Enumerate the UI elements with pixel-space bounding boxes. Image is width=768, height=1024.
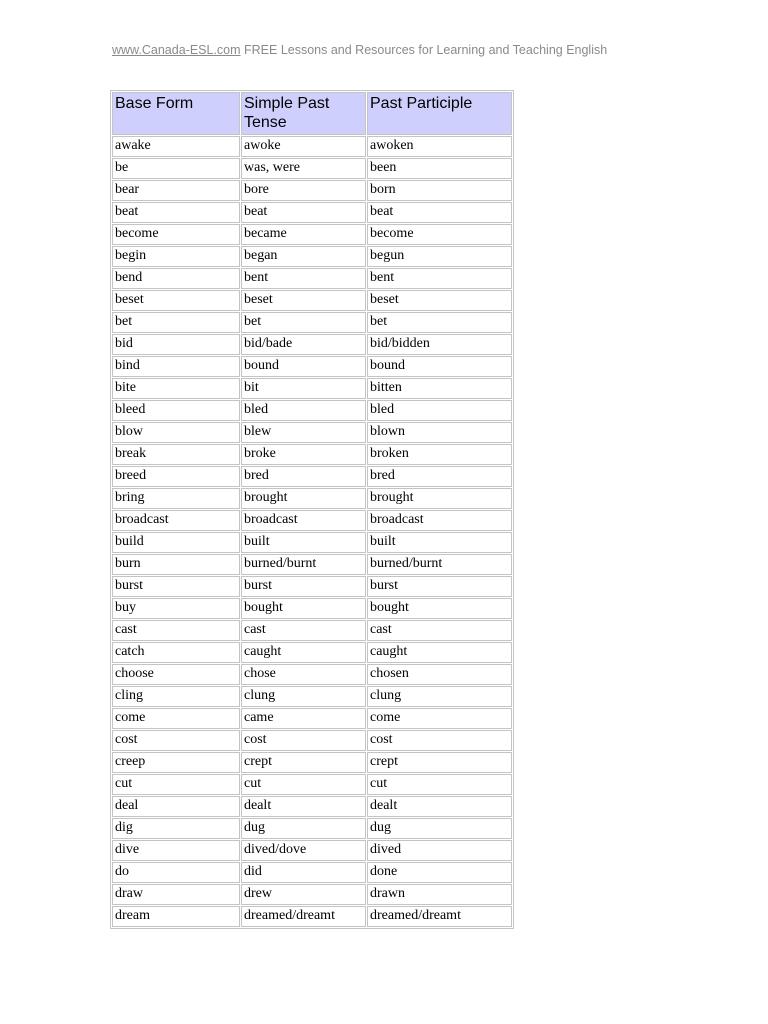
table-row — [112, 444, 512, 465]
table-row — [112, 246, 512, 267]
table-row — [112, 510, 512, 531]
table-row — [112, 906, 512, 927]
simple-past-cell: beset — [241, 290, 366, 311]
table-header-row — [112, 92, 512, 135]
simple-past-cell: burst — [241, 576, 366, 597]
table-row — [112, 730, 512, 751]
base-form-cell: burn — [112, 554, 240, 575]
past-participle-cell: clung — [367, 686, 512, 707]
column-header-base-form: Base Form — [112, 92, 240, 135]
past-participle-cell: beat — [367, 202, 512, 223]
past-participle-cell: dealt — [367, 796, 512, 817]
base-form-cell: creep — [112, 752, 240, 773]
past-participle-cell: bent — [367, 268, 512, 289]
base-form-cell: begin — [112, 246, 240, 267]
table-row — [112, 554, 512, 575]
table-row — [112, 686, 512, 707]
simple-past-cell: bred — [241, 466, 366, 487]
past-participle-cell: born — [367, 180, 512, 201]
base-form-cell: beat — [112, 202, 240, 223]
base-form-cell: bend — [112, 268, 240, 289]
base-form-cell: cut — [112, 774, 240, 795]
base-form-cell: cast — [112, 620, 240, 641]
table-row — [112, 290, 512, 311]
simple-past-cell: caught — [241, 642, 366, 663]
table-row — [112, 862, 512, 883]
simple-past-cell: burned/burnt — [241, 554, 366, 575]
simple-past-cell: bent — [241, 268, 366, 289]
base-form-cell: come — [112, 708, 240, 729]
base-form-cell: bleed — [112, 400, 240, 421]
past-participle-cell: bid/bidden — [367, 334, 512, 355]
base-form-cell: dig — [112, 818, 240, 839]
table-row — [112, 488, 512, 509]
simple-past-cell: awoke — [241, 136, 366, 157]
simple-past-cell: bled — [241, 400, 366, 421]
past-participle-cell: done — [367, 862, 512, 883]
table-row — [112, 400, 512, 421]
simple-past-cell: brought — [241, 488, 366, 509]
table-row — [112, 532, 512, 553]
base-form-cell: bind — [112, 356, 240, 377]
table-row — [112, 356, 512, 377]
past-participle-cell: dreamed/dreamt — [367, 906, 512, 927]
simple-past-cell: bet — [241, 312, 366, 333]
base-form-cell: burst — [112, 576, 240, 597]
past-participle-cell: begun — [367, 246, 512, 267]
site-link[interactable]: www.Canada-ESL.com — [112, 43, 241, 57]
simple-past-cell: bought — [241, 598, 366, 619]
base-form-cell: dive — [112, 840, 240, 861]
table-row — [112, 620, 512, 641]
past-participle-cell: bought — [367, 598, 512, 619]
past-participle-cell: come — [367, 708, 512, 729]
column-header-simple-past: Simple Past Tense — [241, 92, 366, 135]
base-form-cell: cling — [112, 686, 240, 707]
base-form-cell: bite — [112, 378, 240, 399]
past-participle-cell: bitten — [367, 378, 512, 399]
base-form-cell: deal — [112, 796, 240, 817]
table-row — [112, 818, 512, 839]
simple-past-cell: did — [241, 862, 366, 883]
simple-past-cell: drew — [241, 884, 366, 905]
past-participle-cell: burned/burnt — [367, 554, 512, 575]
past-participle-cell: broken — [367, 444, 512, 465]
page-header — [112, 43, 607, 57]
past-participle-cell: burst — [367, 576, 512, 597]
table-row — [112, 752, 512, 773]
column-header-past-participle: Past Participle — [367, 92, 512, 135]
past-participle-cell: bled — [367, 400, 512, 421]
simple-past-cell: built — [241, 532, 366, 553]
past-participle-cell: brought — [367, 488, 512, 509]
simple-past-cell: broadcast — [241, 510, 366, 531]
base-form-cell: build — [112, 532, 240, 553]
base-form-cell: do — [112, 862, 240, 883]
simple-past-cell: blew — [241, 422, 366, 443]
base-form-cell: cost — [112, 730, 240, 751]
past-participle-cell: cut — [367, 774, 512, 795]
simple-past-cell: cost — [241, 730, 366, 751]
simple-past-cell: beat — [241, 202, 366, 223]
simple-past-cell: cast — [241, 620, 366, 641]
table-row — [112, 224, 512, 245]
table-row — [112, 884, 512, 905]
simple-past-cell: became — [241, 224, 366, 245]
table-row — [112, 268, 512, 289]
base-form-cell: catch — [112, 642, 240, 663]
base-form-cell: bring — [112, 488, 240, 509]
table-row — [112, 796, 512, 817]
base-form-cell: break — [112, 444, 240, 465]
table-row — [112, 642, 512, 663]
table-row — [112, 774, 512, 795]
base-form-cell: choose — [112, 664, 240, 685]
table-row — [112, 598, 512, 619]
base-form-cell: beset — [112, 290, 240, 311]
simple-past-cell: came — [241, 708, 366, 729]
base-form-cell: breed — [112, 466, 240, 487]
simple-past-cell: crept — [241, 752, 366, 773]
simple-past-cell: bit — [241, 378, 366, 399]
past-participle-cell: cost — [367, 730, 512, 751]
past-participle-cell: beset — [367, 290, 512, 311]
table-row — [112, 180, 512, 201]
table-row — [112, 576, 512, 597]
base-form-cell: broadcast — [112, 510, 240, 531]
base-form-cell: bet — [112, 312, 240, 333]
base-form-cell: awake — [112, 136, 240, 157]
simple-past-cell: cut — [241, 774, 366, 795]
simple-past-cell: broke — [241, 444, 366, 465]
base-form-cell: draw — [112, 884, 240, 905]
irregular-verbs-table — [110, 90, 514, 929]
past-participle-cell: bound — [367, 356, 512, 377]
table-row — [112, 840, 512, 861]
base-form-cell: become — [112, 224, 240, 245]
past-participle-cell: drawn — [367, 884, 512, 905]
simple-past-cell: dreamed/dreamt — [241, 906, 366, 927]
past-participle-cell: been — [367, 158, 512, 179]
base-form-cell: buy — [112, 598, 240, 619]
table-row — [112, 136, 512, 157]
past-participle-cell: built — [367, 532, 512, 553]
table-row — [112, 202, 512, 223]
table-row — [112, 664, 512, 685]
past-participle-cell: broadcast — [367, 510, 512, 531]
past-participle-cell: cast — [367, 620, 512, 641]
past-participle-cell: blown — [367, 422, 512, 443]
table-row — [112, 466, 512, 487]
simple-past-cell: bore — [241, 180, 366, 201]
simple-past-cell: chose — [241, 664, 366, 685]
simple-past-cell: dived/dove — [241, 840, 366, 861]
simple-past-cell: bound — [241, 356, 366, 377]
base-form-cell: bear — [112, 180, 240, 201]
simple-past-cell: was, were — [241, 158, 366, 179]
simple-past-cell: began — [241, 246, 366, 267]
past-participle-cell: dived — [367, 840, 512, 861]
base-form-cell: dream — [112, 906, 240, 927]
table-body — [112, 136, 512, 927]
simple-past-cell: clung — [241, 686, 366, 707]
table-row — [112, 334, 512, 355]
base-form-cell: bid — [112, 334, 240, 355]
past-participle-cell: caught — [367, 642, 512, 663]
past-participle-cell: become — [367, 224, 512, 245]
header-tagline: FREE Lessons and Resources for Learning and Teaching English — [240, 43, 608, 57]
past-participle-cell: dug — [367, 818, 512, 839]
table-row — [112, 158, 512, 179]
past-participle-cell: crept — [367, 752, 512, 773]
past-participle-cell: bred — [367, 466, 512, 487]
simple-past-cell: dealt — [241, 796, 366, 817]
simple-past-cell: dug — [241, 818, 366, 839]
past-participle-cell: chosen — [367, 664, 512, 685]
past-participle-cell: bet — [367, 312, 512, 333]
base-form-cell: be — [112, 158, 240, 179]
table-row — [112, 312, 512, 333]
table-row — [112, 708, 512, 729]
base-form-cell: blow — [112, 422, 240, 443]
table-row — [112, 422, 512, 443]
simple-past-cell: bid/bade — [241, 334, 366, 355]
table-row — [112, 378, 512, 399]
past-participle-cell: awoken — [367, 136, 512, 157]
